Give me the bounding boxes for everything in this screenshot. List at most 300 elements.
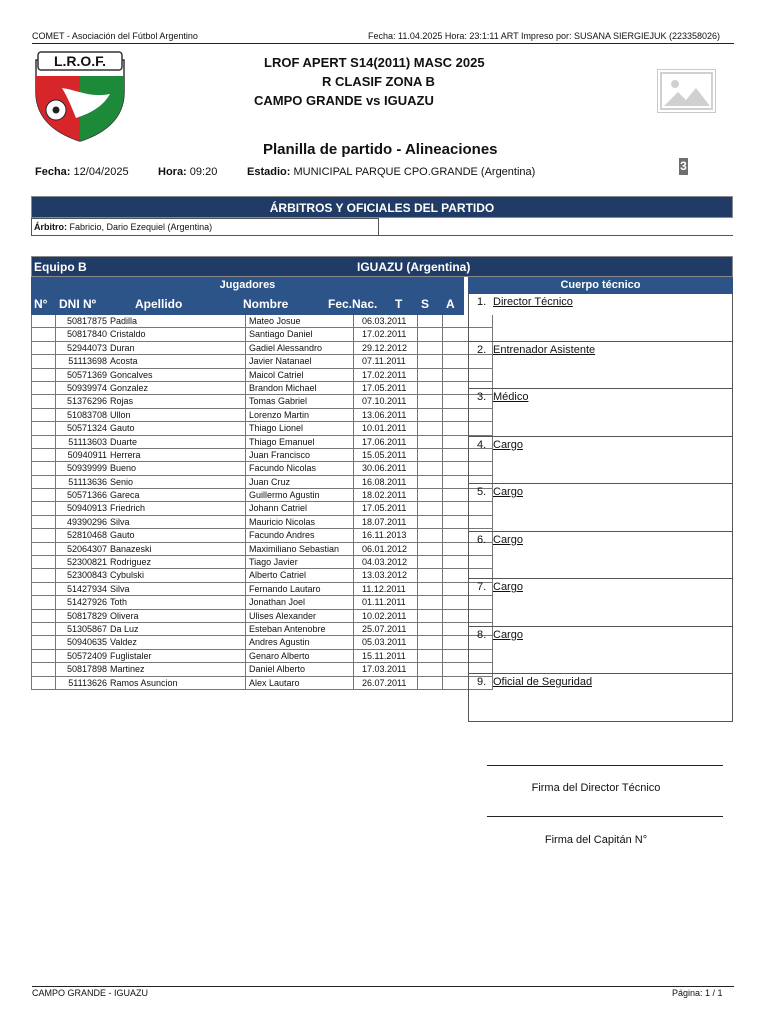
tournament-title: LROF APERT S14(2011) MASC 2025 bbox=[264, 55, 485, 70]
player-dni: 50817829 bbox=[66, 610, 107, 621]
table-row bbox=[31, 677, 464, 690]
player-number bbox=[31, 395, 55, 408]
player-apellido: Gareca bbox=[110, 490, 140, 501]
staff-list bbox=[468, 294, 733, 722]
player-dni: 50939974 bbox=[66, 382, 107, 393]
player-apellido: Ramos Asuncion bbox=[110, 677, 178, 688]
player-number bbox=[31, 436, 55, 449]
player-s bbox=[442, 382, 468, 395]
player-id-cell bbox=[55, 663, 245, 676]
player-t bbox=[417, 369, 442, 382]
player-nombre: Santiago Daniel bbox=[245, 328, 353, 341]
player-fecnac: 17.05.2011 bbox=[353, 382, 417, 395]
player-fecnac: 16.11.2013 bbox=[353, 529, 417, 542]
player-id-cell bbox=[55, 489, 245, 502]
staff-role: Cargo bbox=[493, 533, 523, 546]
player-t bbox=[417, 409, 442, 422]
player-apellido: Silva bbox=[110, 516, 130, 527]
player-t bbox=[417, 342, 442, 355]
col-t: T bbox=[395, 297, 403, 311]
player-apellido: Rojas bbox=[110, 396, 134, 407]
table-row bbox=[31, 556, 464, 569]
player-apellido: Duran bbox=[110, 342, 135, 353]
player-id-cell bbox=[55, 610, 245, 623]
player-nombre: Thiago Lionel bbox=[245, 422, 353, 435]
player-number bbox=[31, 502, 55, 515]
organization-name: COMET - Asociación del Fútbol Argentino bbox=[32, 31, 198, 41]
player-apellido: Gonzalez bbox=[110, 382, 149, 393]
player-s bbox=[442, 650, 468, 663]
player-fecnac: 17.06.2011 bbox=[353, 436, 417, 449]
team-name: IGUAZU (Argentina) bbox=[357, 260, 471, 274]
table-row bbox=[31, 355, 464, 368]
player-s bbox=[442, 636, 468, 649]
player-number bbox=[31, 355, 55, 368]
player-s bbox=[442, 355, 468, 368]
table-row bbox=[31, 436, 464, 449]
sheet-number-badge: 3 bbox=[680, 159, 687, 173]
player-number bbox=[31, 677, 55, 690]
player-fecnac: 17.02.2011 bbox=[353, 369, 417, 382]
player-nombre: Juan Francisco bbox=[245, 449, 353, 462]
player-dni: 51113698 bbox=[68, 356, 107, 367]
staff-role: Oficial de Seguridad bbox=[493, 676, 593, 688]
player-fecnac: 10.01.2011 bbox=[353, 422, 417, 435]
player-id-cell bbox=[55, 502, 245, 515]
player-nombre: Esteban Antenobre bbox=[245, 623, 353, 636]
player-dni: 50571369 bbox=[66, 369, 107, 380]
player-apellido: Fuglistaler bbox=[110, 650, 152, 661]
table-row bbox=[31, 623, 464, 636]
player-dni: 50940913 bbox=[66, 503, 107, 514]
staff-item bbox=[468, 532, 733, 580]
table-row bbox=[31, 663, 464, 676]
player-fecnac: 04.03.2012 bbox=[353, 556, 417, 569]
player-dni: 51376296 bbox=[66, 396, 107, 407]
player-apellido: Toth bbox=[110, 597, 128, 608]
staff-item bbox=[468, 294, 733, 342]
player-id-cell bbox=[55, 422, 245, 435]
player-nombre: Alberto Catriel bbox=[245, 569, 353, 582]
player-apellido: Silva bbox=[110, 583, 130, 594]
col-apellido: Apellido bbox=[135, 297, 183, 311]
player-nombre: Maximiliano Sebastian bbox=[245, 543, 353, 556]
table-row bbox=[31, 610, 464, 623]
player-s bbox=[442, 516, 468, 529]
player-s bbox=[442, 436, 468, 449]
player-dni: 50940911 bbox=[67, 449, 107, 460]
player-fecnac: 07.10.2011 bbox=[353, 395, 417, 408]
officials-header: ÁRBITROS Y OFICIALES DEL PARTIDO bbox=[31, 196, 733, 218]
staff-item bbox=[468, 389, 733, 437]
player-apellido: Gauto bbox=[110, 423, 135, 434]
player-fecnac: 06.01.2012 bbox=[353, 543, 417, 556]
player-fecnac: 17.05.2011 bbox=[353, 502, 417, 515]
player-id-cell bbox=[55, 543, 245, 556]
player-t bbox=[417, 556, 442, 569]
player-number bbox=[31, 556, 55, 569]
player-nombre: Tomas Gabriel bbox=[245, 395, 353, 408]
table-row bbox=[31, 422, 464, 435]
player-dni: 52810468 bbox=[66, 530, 107, 541]
staff-number: 3. bbox=[477, 391, 487, 403]
col-s: S bbox=[421, 297, 430, 311]
player-number bbox=[31, 610, 55, 623]
player-nombre: Juan Cruz bbox=[245, 476, 353, 489]
league-logo bbox=[32, 48, 128, 142]
player-apellido: Herrera bbox=[110, 449, 141, 460]
player-id-cell bbox=[55, 623, 245, 636]
player-t bbox=[417, 315, 442, 328]
player-apellido: Gauto bbox=[110, 530, 135, 541]
table-row bbox=[31, 543, 464, 556]
player-id-cell bbox=[55, 369, 245, 382]
player-fecnac: 16.08.2011 bbox=[353, 476, 417, 489]
player-t bbox=[417, 623, 442, 636]
staff-header: Cuerpo técnico bbox=[468, 277, 733, 294]
player-dni: 51113626 bbox=[68, 677, 107, 688]
player-number bbox=[31, 623, 55, 636]
player-dni: 52064307 bbox=[66, 543, 107, 554]
match-title: CAMPO GRANDE vs IGUAZU bbox=[254, 93, 434, 108]
table-row bbox=[31, 328, 464, 341]
player-number bbox=[31, 529, 55, 542]
player-t bbox=[417, 569, 442, 582]
staff-number: 2. bbox=[477, 343, 487, 356]
staff-item bbox=[468, 484, 733, 532]
player-t bbox=[417, 382, 442, 395]
staff-number: 7. bbox=[477, 581, 487, 593]
player-nombre: Jonathan Joel bbox=[245, 596, 353, 609]
player-number bbox=[31, 663, 55, 676]
player-nombre: Gadiel Alessandro bbox=[245, 342, 353, 355]
referee-field: Árbitro: Fabricio, Dario Ezequiel (Argentina) bbox=[31, 218, 379, 236]
player-fecnac: 13.03.2012 bbox=[353, 569, 417, 582]
table-row bbox=[31, 476, 464, 489]
player-number bbox=[31, 596, 55, 609]
player-fecnac: 17.02.2011 bbox=[353, 328, 417, 341]
player-fecnac: 29.12.2012 bbox=[353, 342, 417, 355]
player-id-cell bbox=[55, 677, 245, 690]
player-id-cell bbox=[55, 569, 245, 582]
player-t bbox=[417, 476, 442, 489]
player-id-cell bbox=[55, 596, 245, 609]
header-divider bbox=[32, 43, 734, 44]
player-dni: 50572409 bbox=[66, 650, 107, 661]
staff-item bbox=[468, 579, 733, 627]
player-number bbox=[31, 650, 55, 663]
player-apellido: Rodriguez bbox=[110, 557, 152, 568]
player-dni: 51083708 bbox=[66, 409, 107, 420]
print-info: Fecha: 11.04.2025 Hora: 23:1:11 ART Impreso por: SUSANA SIERGIEJUK (223358026) bbox=[368, 31, 721, 41]
player-s bbox=[442, 369, 468, 382]
player-fecnac: 18.02.2011 bbox=[353, 489, 417, 502]
player-number bbox=[31, 315, 55, 328]
match-time: Hora: 09:20 bbox=[158, 166, 218, 178]
player-nombre: Facundo Nicolas bbox=[245, 462, 353, 475]
player-number bbox=[31, 328, 55, 341]
players-table bbox=[31, 315, 464, 690]
staff-number: 5. bbox=[477, 486, 487, 498]
player-nombre: Facundo Andres bbox=[245, 529, 353, 542]
player-t bbox=[417, 395, 442, 408]
player-s bbox=[442, 409, 468, 422]
player-nombre: Andres Agustin bbox=[245, 636, 353, 649]
table-row bbox=[31, 395, 464, 408]
player-apellido: Banazeski bbox=[110, 543, 152, 554]
player-t bbox=[417, 436, 442, 449]
player-id-cell bbox=[55, 650, 245, 663]
player-fecnac: 17.03.2011 bbox=[353, 663, 417, 676]
player-apellido: Friedrich bbox=[110, 503, 146, 514]
player-id-cell bbox=[55, 516, 245, 529]
staff-item bbox=[468, 437, 733, 485]
player-s bbox=[442, 543, 468, 556]
team-header bbox=[31, 256, 733, 277]
player-number bbox=[31, 342, 55, 355]
player-number bbox=[31, 636, 55, 649]
player-fecnac: 30.06.2011 bbox=[353, 462, 417, 475]
player-nombre: Maicol Catriel bbox=[245, 369, 353, 382]
player-id-cell bbox=[55, 556, 245, 569]
player-nombre: Genaro Alberto bbox=[245, 650, 353, 663]
player-number bbox=[31, 409, 55, 422]
player-dni: 50940635 bbox=[66, 637, 107, 648]
table-row bbox=[31, 369, 464, 382]
player-number bbox=[31, 543, 55, 556]
player-apellido: Duarte bbox=[110, 436, 138, 447]
player-s bbox=[442, 556, 468, 569]
player-t bbox=[417, 583, 442, 596]
player-s bbox=[442, 610, 468, 623]
table-row bbox=[31, 516, 464, 529]
player-number bbox=[31, 489, 55, 502]
staff-item bbox=[468, 627, 733, 675]
table-row bbox=[31, 583, 464, 596]
player-nombre: Lorenzo Martin bbox=[245, 409, 353, 422]
player-apellido: Ullon bbox=[110, 409, 131, 420]
staff-number: 6. bbox=[477, 533, 487, 546]
player-s bbox=[442, 449, 468, 462]
player-id-cell bbox=[55, 449, 245, 462]
officials-rule bbox=[379, 235, 733, 236]
player-nombre: Thiago Emanuel bbox=[245, 436, 353, 449]
table-row bbox=[31, 382, 464, 395]
player-t bbox=[417, 462, 442, 475]
table-row bbox=[31, 342, 464, 355]
col-dni: DNI Nº bbox=[59, 297, 97, 311]
player-id-cell bbox=[55, 382, 245, 395]
logo-text: L.R.O.F. bbox=[53, 53, 107, 69]
player-number bbox=[31, 449, 55, 462]
staff-role: Director Técnico bbox=[493, 296, 573, 308]
player-apellido: Olivera bbox=[110, 610, 139, 621]
col-nombre: Nombre bbox=[243, 297, 289, 311]
player-nombre: Mauricio Nicolas bbox=[245, 516, 353, 529]
table-row bbox=[31, 529, 464, 542]
player-number bbox=[31, 369, 55, 382]
staff-number: 1. bbox=[477, 296, 487, 308]
staff-number: 8. bbox=[477, 628, 487, 641]
player-t bbox=[417, 516, 442, 529]
player-fecnac: 15.05.2011 bbox=[353, 449, 417, 462]
table-row bbox=[31, 449, 464, 462]
staff-item bbox=[468, 674, 733, 722]
player-number bbox=[31, 422, 55, 435]
image-placeholder-icon bbox=[657, 69, 716, 113]
staff-role: Cargo bbox=[493, 581, 523, 593]
col-number: N° bbox=[34, 297, 48, 311]
player-dni: 52300821 bbox=[66, 557, 107, 568]
player-apellido: Martinez bbox=[110, 664, 145, 675]
player-number bbox=[31, 382, 55, 395]
coach-signature-label: Firma del Director Técnico bbox=[531, 782, 661, 794]
coach-signature-line bbox=[487, 765, 723, 766]
player-id-cell bbox=[55, 315, 245, 328]
player-dni: 52300843 bbox=[66, 570, 107, 581]
staff-role: Cargo bbox=[493, 438, 523, 451]
player-dni: 51427926 bbox=[66, 597, 107, 608]
player-fecnac: 15.11.2011 bbox=[353, 650, 417, 663]
player-apellido: Valdez bbox=[110, 637, 137, 648]
player-nombre: Javier Natanael bbox=[245, 355, 353, 368]
player-nombre: Brandon Michael bbox=[245, 382, 353, 395]
player-number bbox=[31, 516, 55, 529]
player-fecnac: 11.12.2011 bbox=[353, 583, 417, 596]
table-row bbox=[31, 502, 464, 515]
player-number bbox=[31, 569, 55, 582]
player-nombre: Tiago Javier bbox=[245, 556, 353, 569]
players-column-header bbox=[31, 294, 464, 315]
player-dni: 50571324 bbox=[66, 423, 107, 434]
player-id-cell bbox=[55, 409, 245, 422]
player-nombre: Ulises Alexander bbox=[245, 610, 353, 623]
player-s bbox=[442, 315, 468, 328]
player-nombre: Mateo Josue bbox=[245, 315, 353, 328]
player-dni: 51305867 bbox=[66, 623, 107, 634]
player-id-cell bbox=[55, 462, 245, 475]
player-t bbox=[417, 328, 442, 341]
player-t bbox=[417, 449, 442, 462]
table-row bbox=[31, 462, 464, 475]
player-s bbox=[442, 583, 468, 596]
player-id-cell bbox=[55, 395, 245, 408]
round-title: R CLASIF ZONA B bbox=[322, 74, 435, 89]
player-id-cell bbox=[55, 476, 245, 489]
table-row bbox=[31, 315, 464, 328]
player-id-cell bbox=[55, 328, 245, 341]
player-id-cell bbox=[55, 355, 245, 368]
player-id-cell bbox=[55, 342, 245, 355]
player-id-cell bbox=[55, 583, 245, 596]
player-nombre: Johann Catriel bbox=[245, 502, 353, 515]
table-row bbox=[31, 636, 464, 649]
player-dni: 49390296 bbox=[66, 516, 107, 527]
player-id-cell bbox=[55, 436, 245, 449]
player-apellido: Acosta bbox=[110, 356, 138, 367]
staff-role: Cargo bbox=[493, 628, 523, 641]
player-fecnac: 13.06.2011 bbox=[353, 409, 417, 422]
player-t bbox=[417, 636, 442, 649]
player-s bbox=[442, 569, 468, 582]
footer-divider bbox=[32, 986, 734, 987]
player-s bbox=[442, 422, 468, 435]
match-stadium: Estadio: MUNICIPAL PARQUE CPO.GRANDE (Argentina) bbox=[247, 166, 536, 178]
player-fecnac: 25.07.2011 bbox=[353, 623, 417, 636]
match-date: Fecha: 12/04/2025 bbox=[35, 166, 129, 178]
player-s bbox=[442, 502, 468, 515]
table-row bbox=[31, 650, 464, 663]
player-apellido: Bueno bbox=[110, 463, 137, 474]
player-nombre: Fernando Lautaro bbox=[245, 583, 353, 596]
player-dni: 50939999 bbox=[66, 463, 107, 474]
player-t bbox=[417, 596, 442, 609]
player-apellido: Padilla bbox=[110, 316, 138, 326]
player-fecnac: 07.11.2011 bbox=[353, 355, 417, 368]
player-t bbox=[417, 502, 442, 515]
player-s bbox=[442, 395, 468, 408]
player-s bbox=[442, 489, 468, 502]
player-nombre: Alex Lautaro bbox=[245, 677, 353, 690]
player-number bbox=[31, 583, 55, 596]
player-t bbox=[417, 489, 442, 502]
player-s bbox=[442, 476, 468, 489]
table-row bbox=[31, 596, 464, 609]
player-s bbox=[442, 462, 468, 475]
player-s bbox=[442, 623, 468, 636]
footer-page: Página: 1 / 1 bbox=[672, 988, 723, 998]
player-t bbox=[417, 610, 442, 623]
staff-number: 4. bbox=[477, 438, 487, 451]
col-a: A bbox=[446, 297, 455, 311]
staff-number: 9. bbox=[477, 676, 487, 688]
player-fecnac: 18.07.2011 bbox=[353, 516, 417, 529]
player-number bbox=[31, 476, 55, 489]
table-row bbox=[31, 569, 464, 582]
player-t bbox=[417, 650, 442, 663]
col-fecnac: Fec.Nac. bbox=[328, 297, 378, 311]
team-label: Equipo B bbox=[34, 260, 87, 274]
player-apellido: Cristaldo bbox=[110, 329, 146, 340]
player-fecnac: 06.03.2011 bbox=[353, 315, 417, 328]
player-id-cell bbox=[55, 529, 245, 542]
player-nombre: Daniel Alberto bbox=[245, 663, 353, 676]
player-apellido: Da Luz bbox=[110, 623, 139, 634]
player-apellido: Goncalves bbox=[110, 369, 153, 380]
player-fecnac: 05.03.2011 bbox=[353, 636, 417, 649]
player-t bbox=[417, 529, 442, 542]
player-dni: 51427934 bbox=[66, 583, 107, 594]
player-nombre: Guillermo Agustin bbox=[245, 489, 353, 502]
player-fecnac: 26.07.2011 bbox=[353, 677, 417, 690]
player-s bbox=[442, 328, 468, 341]
player-s bbox=[442, 342, 468, 355]
player-s bbox=[442, 663, 468, 676]
player-dni: 51113636 bbox=[68, 476, 107, 487]
player-t bbox=[417, 543, 442, 556]
player-t bbox=[417, 677, 442, 690]
player-dni: 51113603 bbox=[68, 436, 107, 447]
captain-signature-label: Firma del Capitán N° bbox=[544, 834, 648, 846]
player-fecnac: 10.02.2011 bbox=[353, 610, 417, 623]
player-t bbox=[417, 355, 442, 368]
player-t bbox=[417, 663, 442, 676]
staff-role: Entrenador Asistente bbox=[493, 343, 596, 356]
player-fecnac: 01.11.2011 bbox=[353, 596, 417, 609]
sheet-title: Planilla de partido - Alineaciones bbox=[263, 141, 498, 158]
player-dni: 50817840 bbox=[66, 329, 107, 340]
player-number bbox=[31, 462, 55, 475]
